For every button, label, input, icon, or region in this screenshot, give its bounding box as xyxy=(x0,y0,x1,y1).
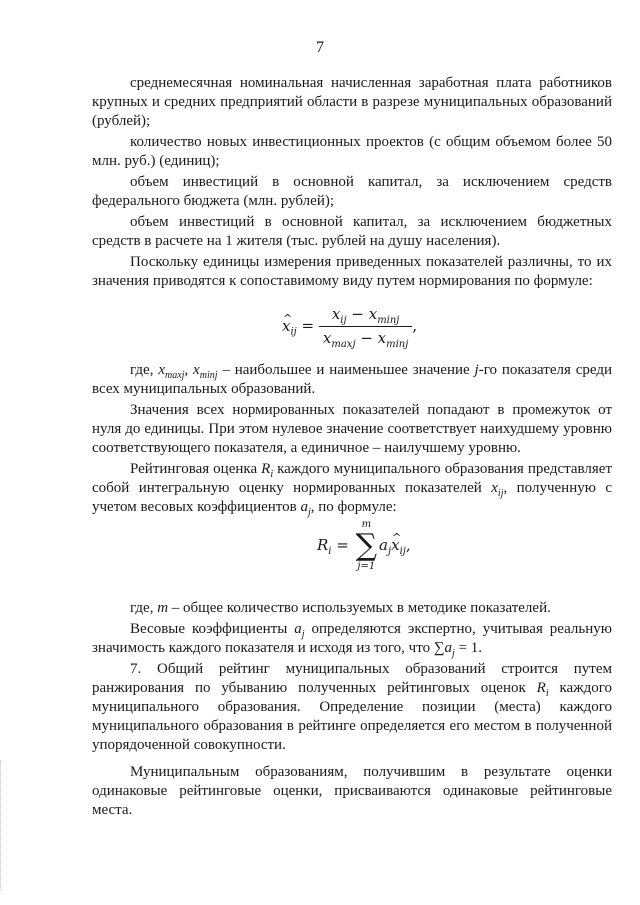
paragraph-investment-per-capita: объем инвестиций в основной капитал, за исключением бюджетных средств в расчете на 1 жителя (тыс. рублей на душу населения). xyxy=(92,214,612,249)
formula1-fraction: $\frac{x_{ij} - x_{minj}}{x_{maxj} - x_{minj}}$ xyxy=(319,305,412,348)
paragraph-rating-definition: Рейтинговая оценка $R_i$ каждого муниципального образования представляет собой интегральную оценку нормированных показателей $x_{ij}$, полученную с учетом весовых коэффициентов $a_j$, по формуле: xyxy=(92,461,612,518)
paragraph-investment-total: объем инвестиций в основной капитал, за исключением средств федерального бюджета (млн. рублей); xyxy=(92,174,612,209)
paragraph-weights: Весовые коэффициенты $a_j$ определяются экспертно, учитывая реальную значимость каждого показателя и исходя из того, что $\sum a_j = 1$. xyxy=(92,621,612,659)
sum-symbol: m ∑ j=1 xyxy=(355,519,378,572)
paragraph-overall-rating: 7. Общий рейтинг муниципальных образований строится путем ранжирования по убыванию полученных рейтинговых оценок $R_i$ каждого муниципального образования. Определение позиции (места) каждого муниципального образования в рейтинге определяется его местом в полученной упорядоченной совокупности. xyxy=(92,661,612,753)
paragraph-wage: среднемесячная номинальная начисленная заработная плата работников крупных и средних предприятий области в разрезе муниципальных образований (рублей); xyxy=(92,75,612,129)
paragraph-where-max-min: где, $x_{maxj}$, $x_{minj}$ – наибольшее и наименьшее значение j-го показателя среди всех муниципальных образований. xyxy=(92,362,613,397)
paragraph-equal-scores: Муниципальным образованиям, получившим в результате оценки одинаковые рейтинговые оценки, присваиваются одинаковые рейтинговые места. xyxy=(92,764,612,818)
paragraph-normalization-intro: Поскольку единицы измерения приведенных показателей различны, то их значения приводятся к сопоставимому виду путем нормирования по формуле: xyxy=(92,254,612,289)
scan-edge-mark xyxy=(0,760,4,890)
formula1-lhs: ^ x xyxy=(282,317,290,336)
paragraph-projects: количество новых инвестиционных проектов (с общим объемом более 50 млн. руб.) (единиц); xyxy=(92,134,612,169)
normalization-formula: ^ $x_{ij}$ = $\frac{x_{ij} - x_{minj}}{x_{maxj} - x_{minj}}$ , xyxy=(92,299,612,357)
rating-formula: $R_i$ = m ∑ j=1 $a_j\^{}$ $x_{ij}$, xyxy=(92,525,612,595)
paragraph-normalized-range: Значения всех нормированных показателей попадают в промежуток от нуля до единицы. При этом нулевое значение соответствует наихудшему уровню соответствующего показателя, а единичное – наилучшему уровню. xyxy=(92,402,612,456)
formula2-lhs: R xyxy=(317,536,329,554)
paragraph-where-m: где, m – общее количество используемых в методике показателей. xyxy=(130,600,551,616)
document-body xyxy=(92,74,612,820)
page-number: 7 xyxy=(316,39,324,56)
